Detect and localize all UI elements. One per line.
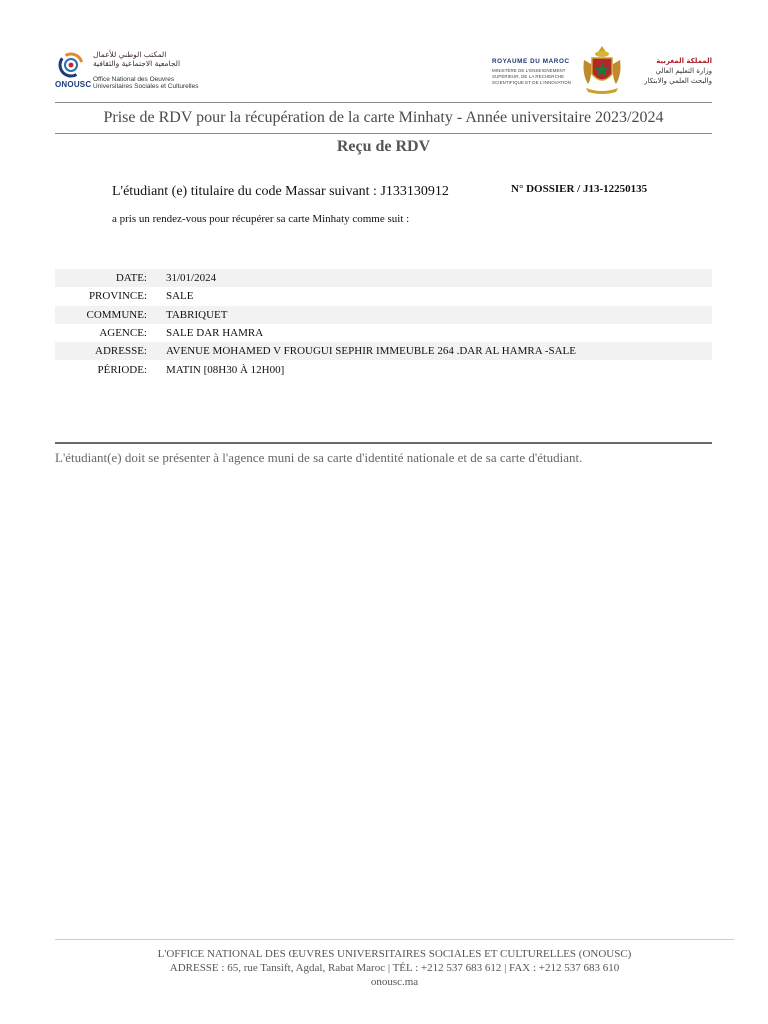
detail-value: AVENUE MOHAMED V FROUGUI SEPHIR IMMEUBLE 264 .DAR AL HAMRA -SALE bbox=[166, 345, 576, 358]
student-massar-line: L'étudiant (e) titulaire du code Massar suivant : J133130912 bbox=[112, 184, 449, 199]
detail-row-date bbox=[55, 269, 712, 287]
detail-label: DATE: bbox=[115, 272, 147, 285]
detail-value: SALE bbox=[166, 290, 194, 303]
onousc-french-name-line2: Universitaires Sociales et Culturelles bbox=[93, 83, 199, 90]
ministry-kingdom: ROYAUME DU MAROC bbox=[492, 58, 570, 65]
section-divider bbox=[55, 442, 712, 444]
header-divider bbox=[55, 102, 712, 103]
detail-value: TABRIQUET bbox=[166, 308, 228, 321]
footer-divider bbox=[55, 939, 734, 940]
detail-row-agence bbox=[55, 324, 712, 342]
detail-label: PROVINCE: bbox=[88, 290, 147, 303]
footer-organization: L'OFFICE NATIONAL DES ŒUVRES UNIVERSITAIRES SOCIALES ET CULTURELLES (ONOUSC) bbox=[157, 948, 632, 960]
ministry-line2: SUPÉRIEUR, DE LA RECHERCHE bbox=[492, 74, 565, 79]
moroccan-coat-of-arms-icon bbox=[580, 44, 624, 96]
ministry-arabic-line2: والبحث العلمي والابتكار bbox=[644, 77, 712, 85]
onousc-logo bbox=[55, 50, 199, 94]
footer bbox=[55, 947, 734, 989]
detail-value: MATIN [08H30 À 12H00] bbox=[166, 363, 285, 376]
detail-value: SALE DAR HAMRA bbox=[166, 327, 264, 340]
onousc-ring-icon bbox=[58, 52, 84, 78]
onousc-arabic-name: المكتب الوطني للأعمال الجامعية الاجتماعية والثقافية bbox=[93, 50, 181, 68]
ministry-line1: MINISTÈRE DE L'ENSEIGNEMENT bbox=[492, 68, 566, 73]
footer-address: ADRESSE : 65, rue Tansift, Agdal, Rabat Maroc | TÉL : +212 537 683 612 | FAX : +212 537 683 610 bbox=[169, 962, 620, 974]
title-divider bbox=[55, 133, 712, 134]
detail-value: 31/01/2024 bbox=[166, 272, 217, 285]
ministry-logo bbox=[490, 44, 714, 98]
detail-row-commune bbox=[55, 306, 712, 324]
page-title: Prise de RDV pour la récupération de la carte Minhaty - Année universitaire 2023/2024 bbox=[103, 109, 664, 126]
detail-label: COMMUNE: bbox=[86, 308, 147, 321]
detail-label: PÉRIODE: bbox=[97, 363, 147, 376]
ministry-line3: SCIENTIFIQUE ET DE L'INNOVATION bbox=[492, 80, 572, 85]
receipt-heading: Reçu de RDV bbox=[336, 138, 431, 155]
footer-website: onousc.ma bbox=[370, 976, 419, 988]
detail-label: AGENCE: bbox=[99, 327, 147, 340]
detail-label: ADRESSE: bbox=[95, 345, 147, 358]
dossier-number: N° DOSSIER / J13-12250135 bbox=[511, 183, 648, 195]
onousc-abbreviation: ONOUSC bbox=[55, 80, 92, 89]
appointment-intro: a pris un rendez-vous pour récupérer sa carte Minhaty comme suit : bbox=[112, 213, 410, 225]
detail-row-periode bbox=[55, 360, 712, 378]
onousc-french-name-line1: Office National des Oeuvres bbox=[93, 76, 175, 83]
instructions-note: L'étudiant(e) doit se présenter à l'agence muni de sa carte d'identité nationale et de sa carte d'étudiant. bbox=[55, 450, 583, 465]
ministry-arabic bbox=[630, 56, 712, 86]
ministry-arabic-line1: وزارة التعليم العالي bbox=[655, 67, 712, 75]
appointment-details-table bbox=[55, 269, 712, 379]
detail-row-province bbox=[55, 287, 712, 305]
detail-row-adresse bbox=[55, 342, 712, 360]
ministry-arabic-kingdom: المملكة المغربية bbox=[656, 57, 712, 65]
